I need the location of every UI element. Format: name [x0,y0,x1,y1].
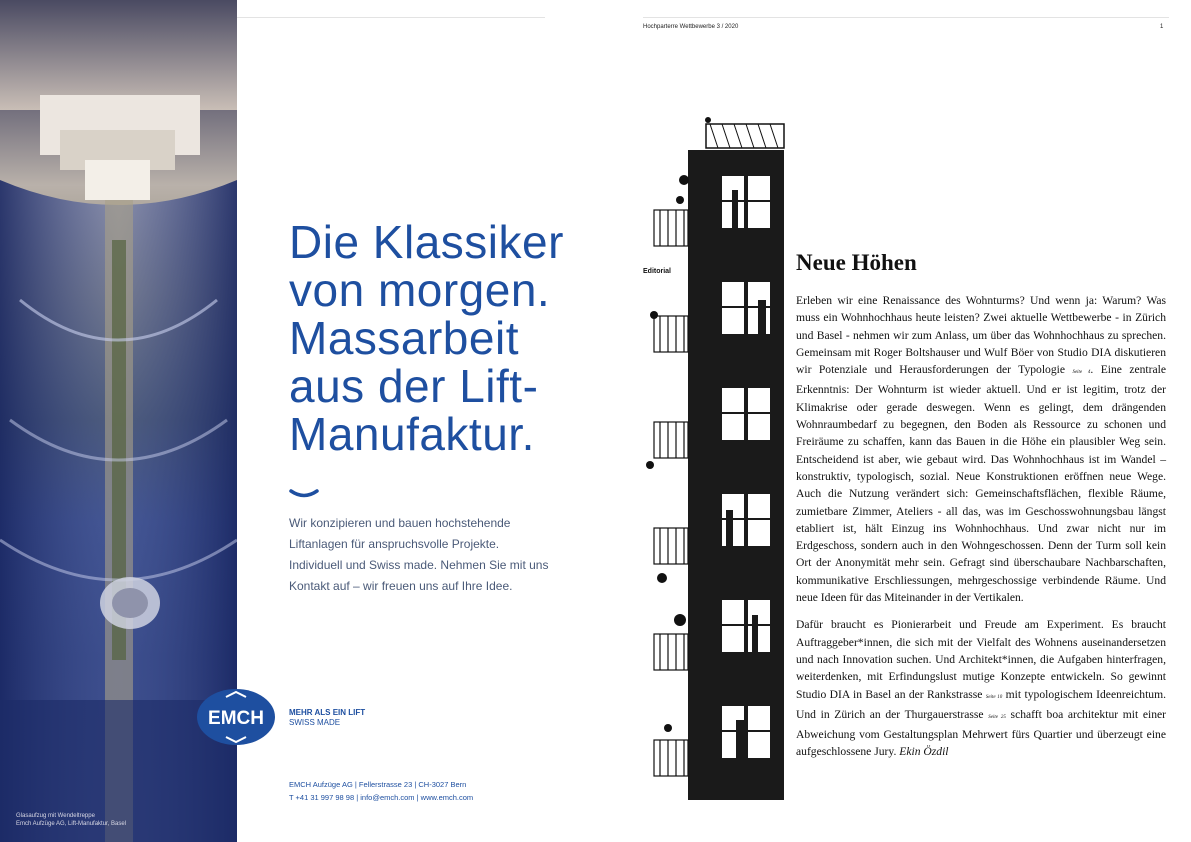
text-run: Erleben wir eine Renaissance des Wohnturms? Und wenn ja: Warum? Was muss ein Wohnhochhaus heute leisten? Zwei aktuelle Wettbewerbe - in Zürich und Basel - nehmen wir zum Anlass, um über das Wohnhochhaus zu sprechen. Gemeinsam mit Roger Boltshauser und Wulf Böer von Studio DIA diskutieren wir Potenziale und Herausforderungen der Typologie [796,294,1166,377]
photo-caption-line2: Emch Aufzüge AG, Lift-Manufaktur, Basel [16,821,127,827]
headline-line: Die Klassiker [289,216,564,268]
headline-line: aus der Lift- [289,360,539,412]
headline-line: Manufaktur. [289,408,535,460]
emch-logo [196,688,276,746]
page-header: Hochparterre Wettbewerbe 3 / 2020 [643,24,739,30]
page-reference: Seite 25 [988,714,1006,720]
headline-line: von morgen. [289,264,551,316]
ad-headline [289,218,589,458]
author-name: Ekin Özdil [899,745,949,759]
ad-body-text: Wir konzipieren und bauen hochstehende Liftanlagen für anspruchsvolle Projekte. Individuell und Swiss made. Nehmen Sie mit uns Kontakt auf – wir freuen uns auf Ihre Idee. [289,516,549,593]
tagline: MEHR ALS EIN LIFT [289,708,366,717]
top-rule-left [237,17,545,18]
chevron-down-icon [289,488,319,500]
text-run: . Eine zentrale Erkenntnis: Der Wohnturm ist wieder aktuell. Und er ist legitim, trotz der Klimakrise oder gerade deswegen. Wenn es gelingt, dem drängenden Wohnraumbedarf zu begegnen, den Boden als Ressource zu schonen und Freiräume zu schaffen, kann das Bauen in die Höhe ein plausibler Weg sein. Entscheidend ist aber, wie gebaut wird. Das Wohnhochhaus ist im Wandel – konstruktiv, typologisch, sozial. Neue Konstruktionen eröffnen neue Wege. Auch die Nutzung verändert sich: Gemeinschaftsflächen, flexible Räume, zumietbare Zimmer, Ateliers - all das, was im Geschosswohnungsbau längst etabliert ist, hält Einzug ins Wohnhochhaus. Und zwar nicht nur im Erdgeschoss, sondern auch in den Wohngeschossen. Denn der Turm soll kein Ort der Anonymität mehr sein. Gefragt sind überschaubare Nachbarschaften, kommunikative Erschliessungen, mehrgeschossige verbindende Räume. Und neue Ideen für das Miteinander in der Vertikalen. [796,363,1167,605]
article-paragraph [796,616,1166,760]
section-label: Editorial [643,268,672,275]
page-reference: Seite 10 [985,694,1003,700]
photo-caption-line1: Glasaufzug mit Wendeltreppe [16,813,95,819]
article-body [796,292,1166,771]
text-run: schafft boa architektur mit einer Abweichung vom Gestaltungsplan Mehrwert fürs Quartier und überzeugt eine aufgeschlossene Jury. [796,707,1166,759]
article-paragraph [796,292,1166,606]
contact-address: EMCH Aufzüge AG | Fellerstrasse 23 | CH-3027 Bern [289,780,467,789]
article-title: Neue Höhen [796,250,917,275]
contact-details: T +41 31 997 98 98 | info@emch.com | www.emch.com [289,793,474,802]
top-rule-right [643,17,1169,18]
logo-text: EMCH [208,708,264,729]
text-run: mit typologischem Ideenreichtum. Und in Zürich an der Thurgauerstrasse [796,687,1166,721]
page-number: 1 [1160,24,1164,30]
text-run: Dafür braucht es Pionierarbeit und Freude am Experiment. Es braucht Auftraggeber*innen, die sich mit der Vielfalt des Wohnens auseinandersetzen und nach Innovation suchen. Und Architekt*innen, die Aufgaben hinterfragen, weiterdenken, mit Erfindungslust mutige Konzepte entwickeln. So gewinnt Studio DIA in Basel an der Rankstrasse [796,618,1166,701]
subtagline: SWISS MADE [289,718,341,727]
headline-line: Massarbeit [289,312,519,364]
tower-illustration [640,110,790,804]
page-reference: Seite 4 [1072,370,1091,376]
